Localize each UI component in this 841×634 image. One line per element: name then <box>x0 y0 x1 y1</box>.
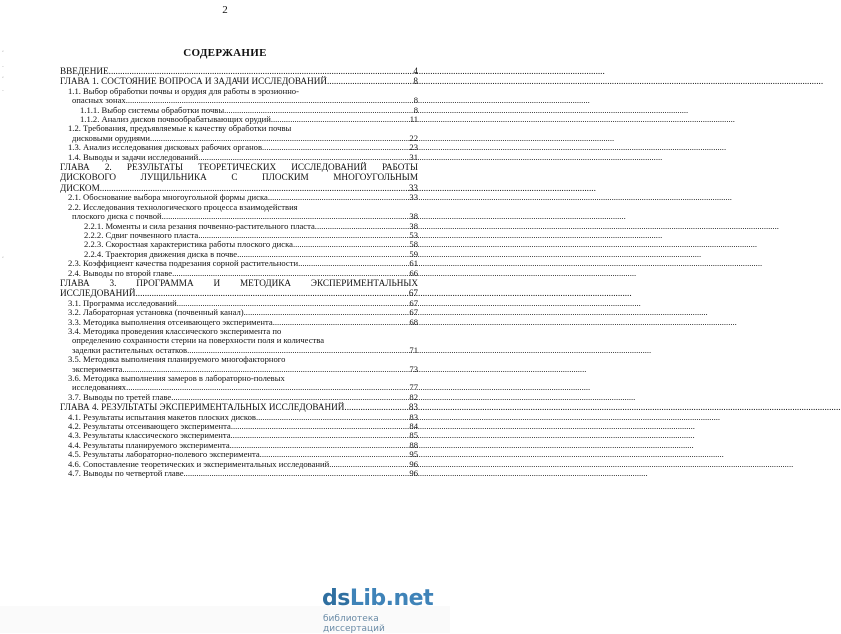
toc-entry <box>60 269 418 278</box>
toc-page-number: 31 <box>409 151 418 162</box>
toc-entry <box>60 393 418 402</box>
toc-page-number: 8 <box>413 76 418 87</box>
toc-entry-text: 1.1.1. Выбор системы обработки почвы <box>80 104 225 115</box>
toc-entry-text: 4.2. Результаты отсеивающего эксперимента <box>68 421 231 432</box>
toc-leader-dots <box>184 469 409 478</box>
toc-entry-text: 3.7. Выводы по третей главе <box>68 391 172 402</box>
toc-entry-text: 3.6. Методика выполнения замеров в лабораторно-полевых <box>68 373 285 383</box>
toc-entry-text: 4.1. Результаты испытания макетов плоских дисков <box>68 411 256 422</box>
toc-entry-text: ИССЛЕДОВАНИЙ <box>60 288 136 299</box>
toc-page-number: 59 <box>409 248 418 259</box>
toc-leader-dots <box>172 269 408 278</box>
toc-entry-text: 4.4. Результаты планируемого эксперимента <box>68 439 230 450</box>
toc-entry-text: 1.1.2. Анализ дисков почвообрабатывающих орудий <box>80 114 271 125</box>
watermark-subtitle: библиотека диссертаций <box>323 614 385 634</box>
toc-leader-dots <box>109 66 413 76</box>
scan-margin-marks: ʼ · ʼ · ʼ <box>2 50 4 263</box>
toc-page-number: 33 <box>408 182 418 193</box>
toc-entry-text: 4.5. Результаты лабораторно-полевого эксперимента <box>68 449 260 460</box>
toc-entry-text: 3.3. Методика выполнения отсеивающего эксперимента <box>68 316 273 327</box>
toc-entry-text: 3.5. Методика выполнения планируемого многофакторного <box>68 354 286 365</box>
toc-leader-dots <box>198 153 408 162</box>
site-watermark[interactable] <box>322 586 440 634</box>
toc-entry-text: ВВЕДЕНИЕ <box>60 66 109 76</box>
table-of-contents <box>60 66 418 478</box>
toc-page-number: 67 <box>408 288 418 299</box>
toc-page-number: 23 <box>409 142 418 153</box>
toc-page-number: 83 <box>408 402 418 413</box>
toc-page-number: 61 <box>409 258 418 269</box>
toc-entry-text: опасных зонах <box>72 95 126 106</box>
toc-page-number: 88 <box>409 439 418 450</box>
toc-entry <box>60 469 418 478</box>
toc-entry-text: ГЛАВА 2. РЕЗУЛЬТАТЫ ТЕОРЕТИЧЕСКИХ ИССЛЕДОВАНИЙ РАБОТЫ <box>60 162 418 173</box>
toc-entry-text: 2.1. Обоснование выбора многоугольной формы диска <box>68 192 268 203</box>
toc-entry-text: 2.2.3. Скоростная характеристика работы плоского диска <box>84 239 293 250</box>
toc-page-number: 77 <box>409 382 418 393</box>
toc-entry-text: 3.2. Лабораторная установка (почвенный канал) <box>68 307 244 318</box>
toc-page-number: 22 <box>409 132 418 143</box>
toc-entry-text: определению сохранности стерни на поверхности поля и количества <box>72 335 325 346</box>
toc-page-number: 85 <box>409 430 418 441</box>
toc-entry-text: 2.4. Выводы по второй главе <box>68 267 173 278</box>
toc-leader-dots <box>271 115 409 124</box>
toc-entry-text: 2.2.2. Сдвиг почвенного пласта <box>84 229 199 240</box>
toc-entry-text: 2.2.1. Моменты и сила резания почвенно-растительного пласта <box>84 220 315 231</box>
toc-entry-text: 1.4. Выводы и задачи исследований <box>68 151 199 162</box>
toc-entry <box>60 153 418 162</box>
toc-page-number: 73 <box>409 363 418 374</box>
toc-entry-text: ДИСКОМ <box>60 182 100 193</box>
toc-entry-text: исследованиях <box>72 382 127 393</box>
toc-page-number: 71 <box>409 344 418 355</box>
toc-page-number: 67 <box>409 297 418 308</box>
toc-page-number: 68 <box>409 316 418 327</box>
toc-leader-dots <box>273 318 409 327</box>
toc-entry-text: ГЛАВА 1. СОСТОЯНИЕ ВОПРОСА И ЗАДАЧИ ИССЛЕДОВАНИЙ <box>60 76 327 87</box>
watermark-logo: dsLib.net <box>322 586 434 611</box>
toc-page-number: 4 <box>413 66 418 76</box>
toc-entry-text: эксперимента <box>72 363 123 374</box>
toc-page-number: 82 <box>409 391 418 402</box>
toc-entry-text: плоского диска с почвой <box>72 211 162 222</box>
toc-entry-text: ДИСКОВОГО ЛУЩИЛЬНИКА С ПЛОСКИМ МНОГОУГОЛЬНЫМ <box>60 172 418 183</box>
toc-entry <box>60 66 418 76</box>
toc-entry-text: 1.3. Анализ исследования дисковых рабочих органов <box>68 142 263 153</box>
toc-entry-text: 4.6. Сопоставление теоретических и экспериментальных исследований <box>68 458 330 469</box>
toc-page-number: 67 <box>409 307 418 318</box>
toc-page-number: 84 <box>409 421 418 432</box>
toc-entry-text: 4.7. Выводы по четвертой главе <box>68 468 184 479</box>
toc-page-number: 96 <box>409 468 418 479</box>
toc-entry-text: ГЛАВА 4. РЕЗУЛЬТАТЫ ЭКСПЕРИМЕНТАЛЬНЫХ ИССЛЕДОВАНИЙ <box>60 402 345 413</box>
toc-page-number: 11 <box>409 114 418 125</box>
toc-entry <box>60 162 418 172</box>
toc-entry-text: 2.2.4. Траектория движения диска в почве <box>84 248 238 259</box>
toc-entry-text: ГЛАВА 3. ПРОГРАММА И МЕТОДИКА ЭКСПЕРИМЕНТАЛЬНЫХ <box>60 277 418 288</box>
toc-page-number: 38 <box>409 211 418 222</box>
toc-leader-dots <box>171 393 408 402</box>
page-number: 2 <box>222 4 228 16</box>
toc-page-number: 38 <box>409 220 418 231</box>
toc-leader-dots <box>327 76 412 86</box>
toc-page-number: 96 <box>409 458 418 469</box>
toc-entry-text: 3.4. Методика проведения классического эксперимента по <box>68 325 282 336</box>
toc-page-number: 8 <box>413 104 418 115</box>
toc-page-number: 83 <box>409 411 418 422</box>
toc-entry-text: 2.3. Коэффициент качества подрезания сорной растительности <box>68 258 299 269</box>
toc-entry-text: заделки растительных остатков <box>72 344 188 355</box>
toc-entry-text: 1.1. Выбор обработки почвы и орудия для работы в эрозионно- <box>68 85 299 96</box>
toc-entry-text: дисковыми орудиями <box>72 132 151 143</box>
toc-entry-text: 2.2. Исследования технологического процесса взаимодействия <box>68 201 298 212</box>
toc-page-number: 8 <box>413 95 418 106</box>
toc-entry <box>60 278 418 288</box>
toc-entry-text: 1.2. Требования, предъявляемые к качеству обработки почвы <box>68 123 292 134</box>
toc-entry <box>60 172 418 182</box>
toc-page-number: 58 <box>409 239 418 250</box>
toc-page-number: 66 <box>409 267 418 278</box>
toc-page-number: 53 <box>409 229 418 240</box>
toc-page-number: 33 <box>409 192 418 203</box>
page-title: СОДЕРЖАНИЕ <box>183 47 267 59</box>
toc-entry-text: 3.1. Программа исследований <box>68 297 177 308</box>
toc-entry-text: 4.3. Результаты классического эксперимента <box>68 430 231 441</box>
toc-page-number: 95 <box>409 449 418 460</box>
